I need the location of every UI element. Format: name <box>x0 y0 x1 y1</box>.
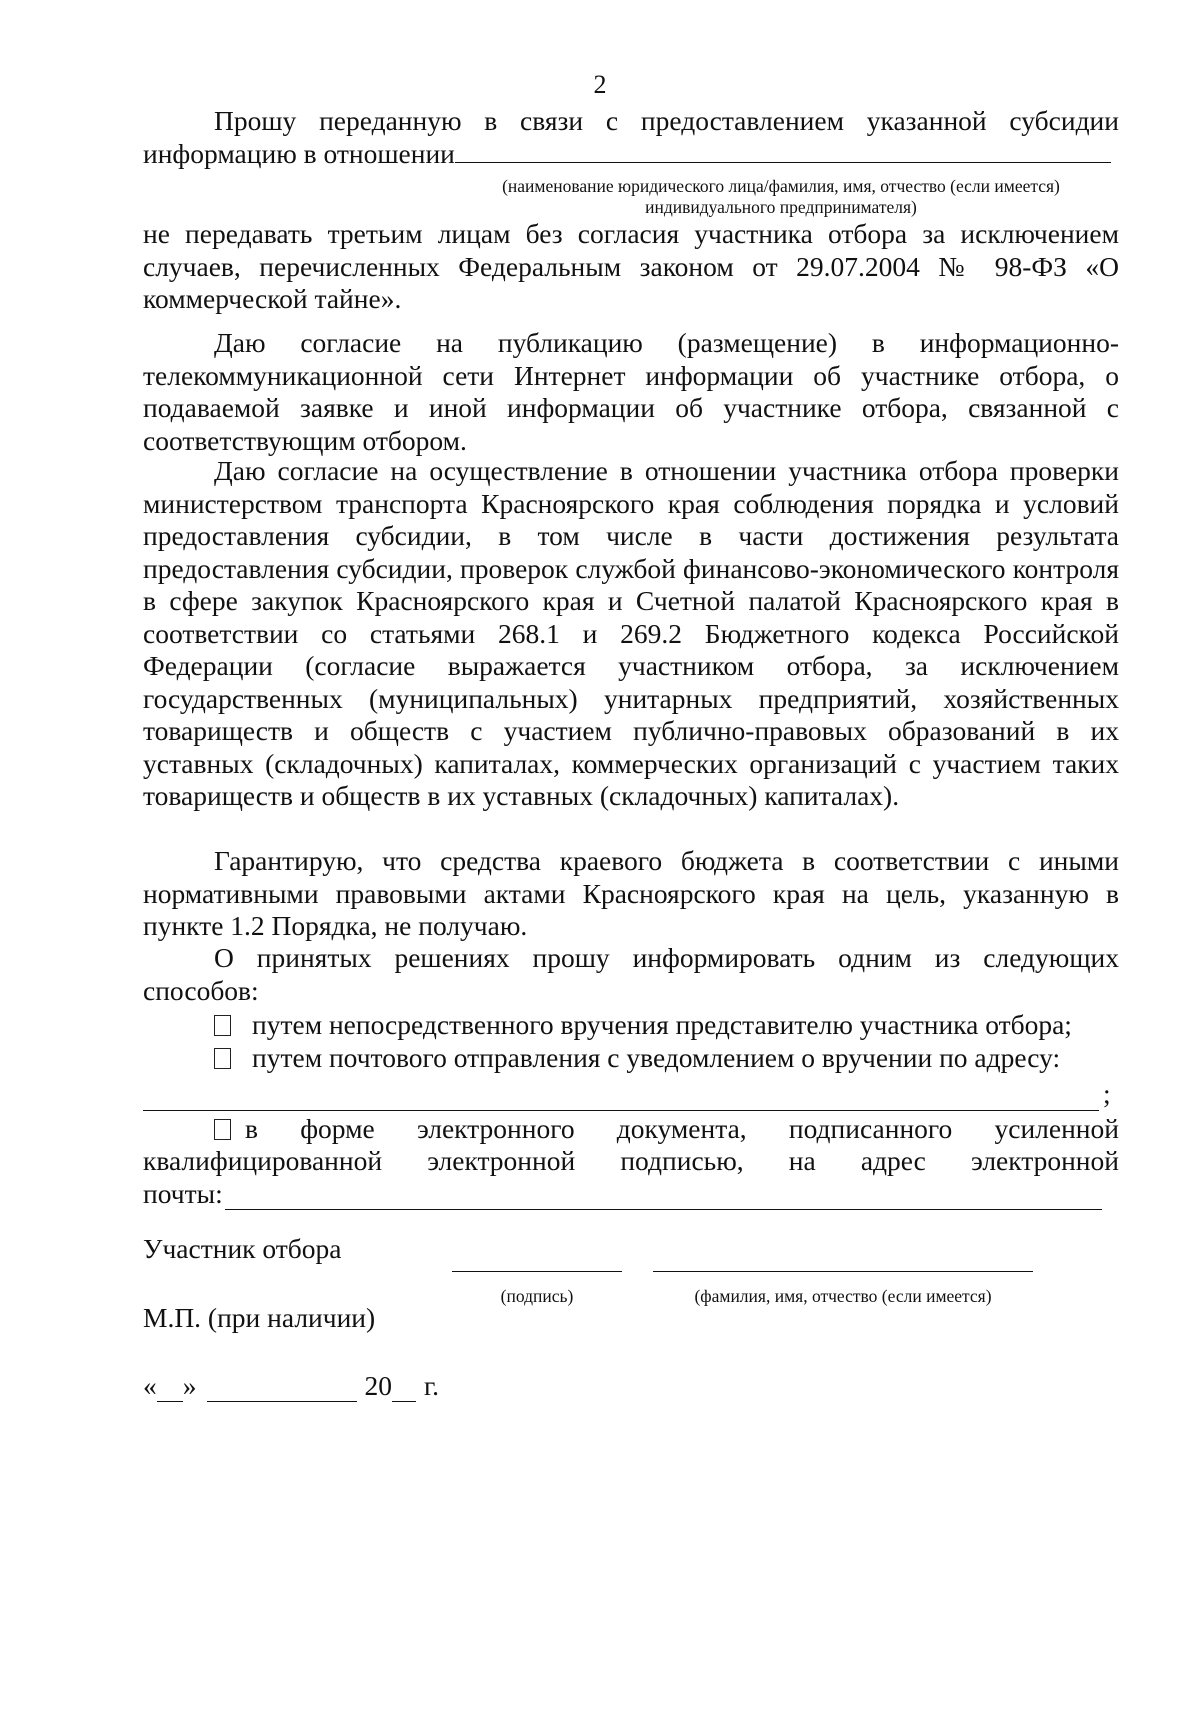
checkbox-mail-delivery[interactable] <box>214 1048 231 1069</box>
paragraph-2 <box>143 327 1119 457</box>
para5-text: О принятых решениях прошу информировать одним из следующих способов: <box>143 942 1119 1006</box>
delivery-options <box>143 1009 1119 1210</box>
paragraph-5 <box>143 942 1119 1007</box>
option-personal-delivery[interactable] <box>143 1009 1119 1042</box>
date-close-quote: » <box>182 1370 197 1401</box>
para2-text: Даю согласие на публикацию (размещение) в информационно-телекоммуникационной сети Интернет информации об участнике отбора, о подаваемой заявке и иной информации об участнике отбора, связанной с соответствующим отбором. <box>143 327 1119 456</box>
participant-label: Участник отбора <box>143 1233 342 1264</box>
option-personal-delivery-label: путем непосредственного вручения представителю участника отбора; <box>252 1009 1072 1040</box>
email-prefix: почты: <box>143 1177 223 1209</box>
full-name-fill-line[interactable] <box>653 1271 1033 1272</box>
entity-caption <box>143 176 1119 218</box>
date-row <box>143 1370 439 1402</box>
address-line-row <box>143 1078 1119 1111</box>
email-row <box>143 1178 1119 1211</box>
para1-line2 <box>143 138 1119 171</box>
paragraph-1 <box>143 105 1119 316</box>
year-prefix: 20 <box>364 1370 392 1401</box>
option-electronic-line1: в форме электронного документа, подписанного усиленной <box>245 1112 1119 1144</box>
year-fill-line[interactable] <box>392 1379 416 1402</box>
stamp-label: М.П. (при наличии) <box>143 1302 376 1333</box>
signature-caption: (подпись) <box>500 1286 574 1306</box>
para4-text: Гарантирую, что средства краевого бюджета в соответствии с иными нормативными правовыми актами Красноярского края на цель, указанную в пункте 1.2 Порядка, не получаю. <box>143 845 1119 941</box>
paragraph-4 <box>143 845 1119 943</box>
para3-text: Даю согласие на осуществление в отношении участника отбора проверки министерством транспорта Красноярского края соблюдения порядка и условий предоставления субсидии, в том числе в части достижения результата предоставления субсидии, проверок службой финансово-экономического контроля в сфере закупок Красноярского края и Счетной палатой Красноярского края в соответствии со статьями 268.1 и 269.2 Бюджетного кодекса Российской Федерации (согласие выражается участником отбора, за исключением государственных (муниципальных) унитарных предприятий, хозяйственных товариществ и обществ с участием публично-правовых образований в их уставных (складочных) капиталах, коммерческих организаций с участием таких товариществ и обществ в их уставных (складочных) капиталах). <box>143 455 1119 811</box>
full-name-caption: (фамилия, имя, отчество (если имеется) <box>694 1286 992 1306</box>
option-electronic-delivery[interactable] <box>143 1113 1119 1211</box>
entity-name-fill-line[interactable] <box>455 140 1111 163</box>
page-number: 2 <box>593 70 607 99</box>
address-fill-line[interactable] <box>143 1088 1099 1111</box>
address-line-end: ; <box>1103 1078 1111 1109</box>
date-open-quote: « <box>143 1370 157 1401</box>
option-electronic-line2: квалифицированной электронной подписью, на адрес электронной <box>143 1145 1119 1176</box>
signature-fill-line[interactable] <box>452 1271 622 1272</box>
option-mail-delivery[interactable] <box>143 1042 1119 1075</box>
email-fill-line[interactable] <box>225 1187 1102 1210</box>
para1-line1: Прошу переданную в связи с предоставлением указанной субсидии <box>214 105 1119 136</box>
entity-caption-line2: индивидуального предпринимателя) <box>645 197 917 217</box>
checkbox-personal-delivery[interactable] <box>214 1015 231 1036</box>
month-fill-line[interactable] <box>207 1379 357 1402</box>
para1-continuation: не передавать третьим лицам без согласия участника отбора за исключением случаев, перечисленных Федеральным законом от 29.07.2004 № 98-ФЗ «О коммерческой тайне». <box>143 218 1119 314</box>
option-electronic-row <box>143 1113 1119 1146</box>
entity-caption-line1: (наименование юридического лица/фамилия, имя, отчество (если имеется) <box>502 176 1060 196</box>
day-fill-line[interactable] <box>157 1379 183 1402</box>
para1-prefix: информацию в отношении <box>143 137 455 169</box>
checkbox-electronic-delivery[interactable] <box>214 1119 231 1140</box>
year-suffix: г. <box>424 1370 440 1401</box>
option-mail-delivery-label: путем почтового отправления с уведомлением о вручении по адресу: <box>252 1041 1061 1073</box>
paragraph-3 <box>143 455 1119 813</box>
